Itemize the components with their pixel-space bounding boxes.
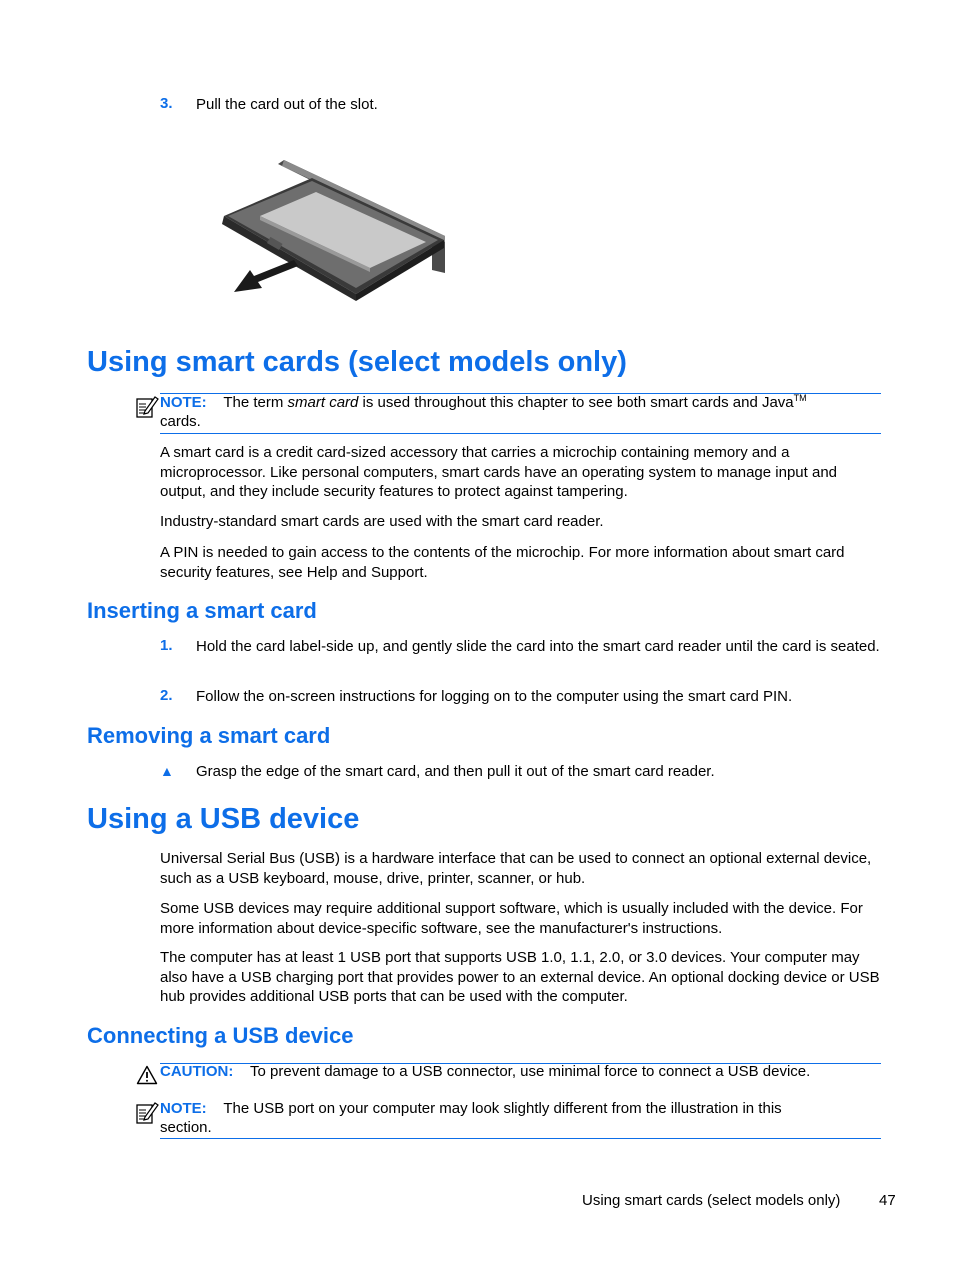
subsection-heading: Inserting a smart card xyxy=(87,598,317,623)
note-bottom-rule xyxy=(160,1138,881,1139)
caution-label: CAUTION: xyxy=(160,1063,234,1080)
note-text-tail: cards. xyxy=(160,413,201,430)
paragraph: A smart card is a credit card-sized accessory that carries a microchip containing memory and a microprocessor. Like personal computers, smart cards have an operating system to manage input and output, and they include security features to protect against tampering. xyxy=(160,444,838,500)
note-text: NOTE: The term smart card is used throughout this chapter to see both smart cards and Java™ xyxy=(160,393,807,411)
step-text: Pull the card out of the slot. xyxy=(196,96,378,113)
note-bottom-rule xyxy=(160,433,881,434)
section-heading: Using smart cards (select models only) xyxy=(87,346,627,378)
subsection-heading: Connecting a USB device xyxy=(87,1023,354,1048)
step-number: 2. xyxy=(160,687,173,704)
note-icon xyxy=(135,1101,159,1125)
paragraph: Universal Serial Bus (USB) is a hardware interface that can be used to connect an optional external device, such as a USB keyboard, mouse, drive, printer, scanner, or hub. xyxy=(160,850,872,887)
footer-title: Using smart cards (select models only) xyxy=(582,1192,841,1209)
triangle-bullet-icon: ▲ xyxy=(160,763,174,779)
step-number: 1. xyxy=(160,637,173,654)
smart-card-removal-illustration xyxy=(220,158,450,303)
step-text: Follow the on-screen instructions for logging on to the computer using the smart card PIN. xyxy=(196,688,793,705)
note-icon xyxy=(135,395,159,419)
subsection-heading: Removing a smart card xyxy=(87,723,331,748)
paragraph: Some USB devices may require additional support software, which is usually included with the device. For more information about device-specific software, see the manufacturer's instructions. xyxy=(160,900,863,937)
warning-icon xyxy=(136,1065,158,1085)
step-number: 3. xyxy=(160,95,173,112)
page-number: 47 xyxy=(879,1192,896,1209)
paragraph: A PIN is needed to gain access to the contents of the microchip. For more information about smart card security features, see Help and Support. xyxy=(160,544,845,581)
note-label: NOTE: xyxy=(160,394,207,411)
note-text: NOTE: The USB port on your computer may look slightly different from the illustration in this xyxy=(160,1100,782,1117)
paragraph: Industry-standard smart cards are used with the smart card reader. xyxy=(160,513,604,530)
note-label: NOTE: xyxy=(160,1100,207,1117)
caution-text: CAUTION: To prevent damage to a USB connector, use minimal force to connect a USB device. xyxy=(160,1063,811,1080)
note-text-tail: section. xyxy=(160,1119,212,1136)
step-text: Grasp the edge of the smart card, and then pull it out of the smart card reader. xyxy=(196,763,715,780)
section-heading: Using a USB device xyxy=(87,803,360,835)
step-text: Hold the card label-side up, and gently slide the card into the smart card reader until the card is seated. xyxy=(196,638,880,655)
paragraph: The computer has at least 1 USB port that supports USB 1.0, 1.1, 2.0, or 3.0 devices. Your computer may also have a USB charging port that provides power to an external device. An optional docking device or USB hub provides additional USB ports that can be used with the computer. xyxy=(160,949,880,1005)
